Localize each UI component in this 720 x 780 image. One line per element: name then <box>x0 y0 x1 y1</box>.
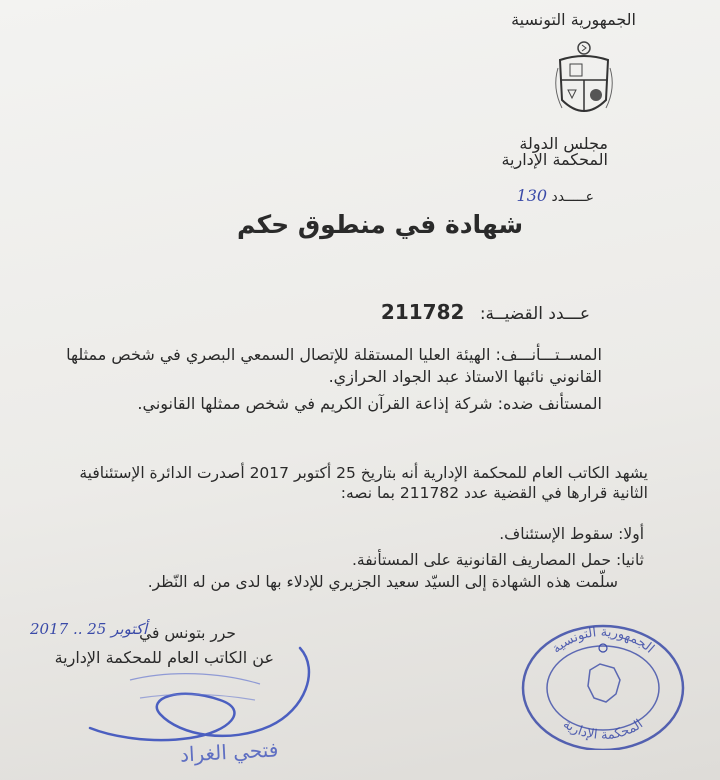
clerk-title: عن الكاتب العام للمحكمة الإدارية <box>54 648 274 667</box>
case-number-label: عـــدد القضيــة: <box>479 304 590 324</box>
respondent-line: المستأنف ضده: شركة إذاعة القرآن الكريم في شخص ممثلها القانوني. <box>137 394 602 413</box>
tunisia-coat-of-arms-icon <box>550 38 618 138</box>
ruling-first: أولا: سقوط الإستئناف. <box>499 525 644 543</box>
reference-number <box>517 186 594 205</box>
republic-heading: الجمهورية التونسية <box>511 10 636 29</box>
ruling-second: ثانيا: حمل المصاريف القانونية على المستأنفة. <box>351 551 644 569</box>
date-stamp: 2017 .. أكتوبر 25 <box>30 620 148 638</box>
council-of-state-label: مجلس الدولة <box>519 134 608 153</box>
certification-line-2: الثانية قرارها في القضية عدد 211782 بما نصه: <box>340 484 648 502</box>
case-number-value: 211782 <box>380 300 465 324</box>
seal-bottom-text: المحكمة الإدارية <box>560 716 646 743</box>
reference-number-value: 130 <box>516 186 548 205</box>
reference-number-label: عـــــدد <box>551 189 594 205</box>
case-number-line <box>381 300 590 324</box>
official-seal-icon <box>518 620 688 750</box>
handwritten-signature <box>70 640 330 750</box>
certification-line-1: يشهد الكاتب العام للمحكمة الإدارية أنه بتاريخ 25 أكتوبر 2017 أصدرت الدائرة الإستئنافية <box>79 464 648 482</box>
appellant-line-1: المســتـــأنـــف: الهيئة العليا المستقلة للإتصال السمعي البصري في شخص ممثلها <box>66 345 602 364</box>
svg-text:المحكمة الإدارية <box>560 717 646 743</box>
document-title: شهادة في منطوق حكم <box>236 210 524 239</box>
seal-top-text: الجمهورية التونسية <box>549 624 657 657</box>
administrative-court-label: المحكمة الإدارية <box>501 150 608 169</box>
signature-place: حرر بتونس في <box>139 624 236 642</box>
clerk-stamp-name: فتحي الغراد <box>179 737 279 767</box>
appellant-line-2: القانوني نائبها الاستاذ عبد الجواد الحرازي. <box>328 367 602 386</box>
delivery-statement: سلّمت هذه الشهادة إلى السيّد سعيد الجزيري للإدلاء بها لدى من له النّظر. <box>147 573 618 591</box>
